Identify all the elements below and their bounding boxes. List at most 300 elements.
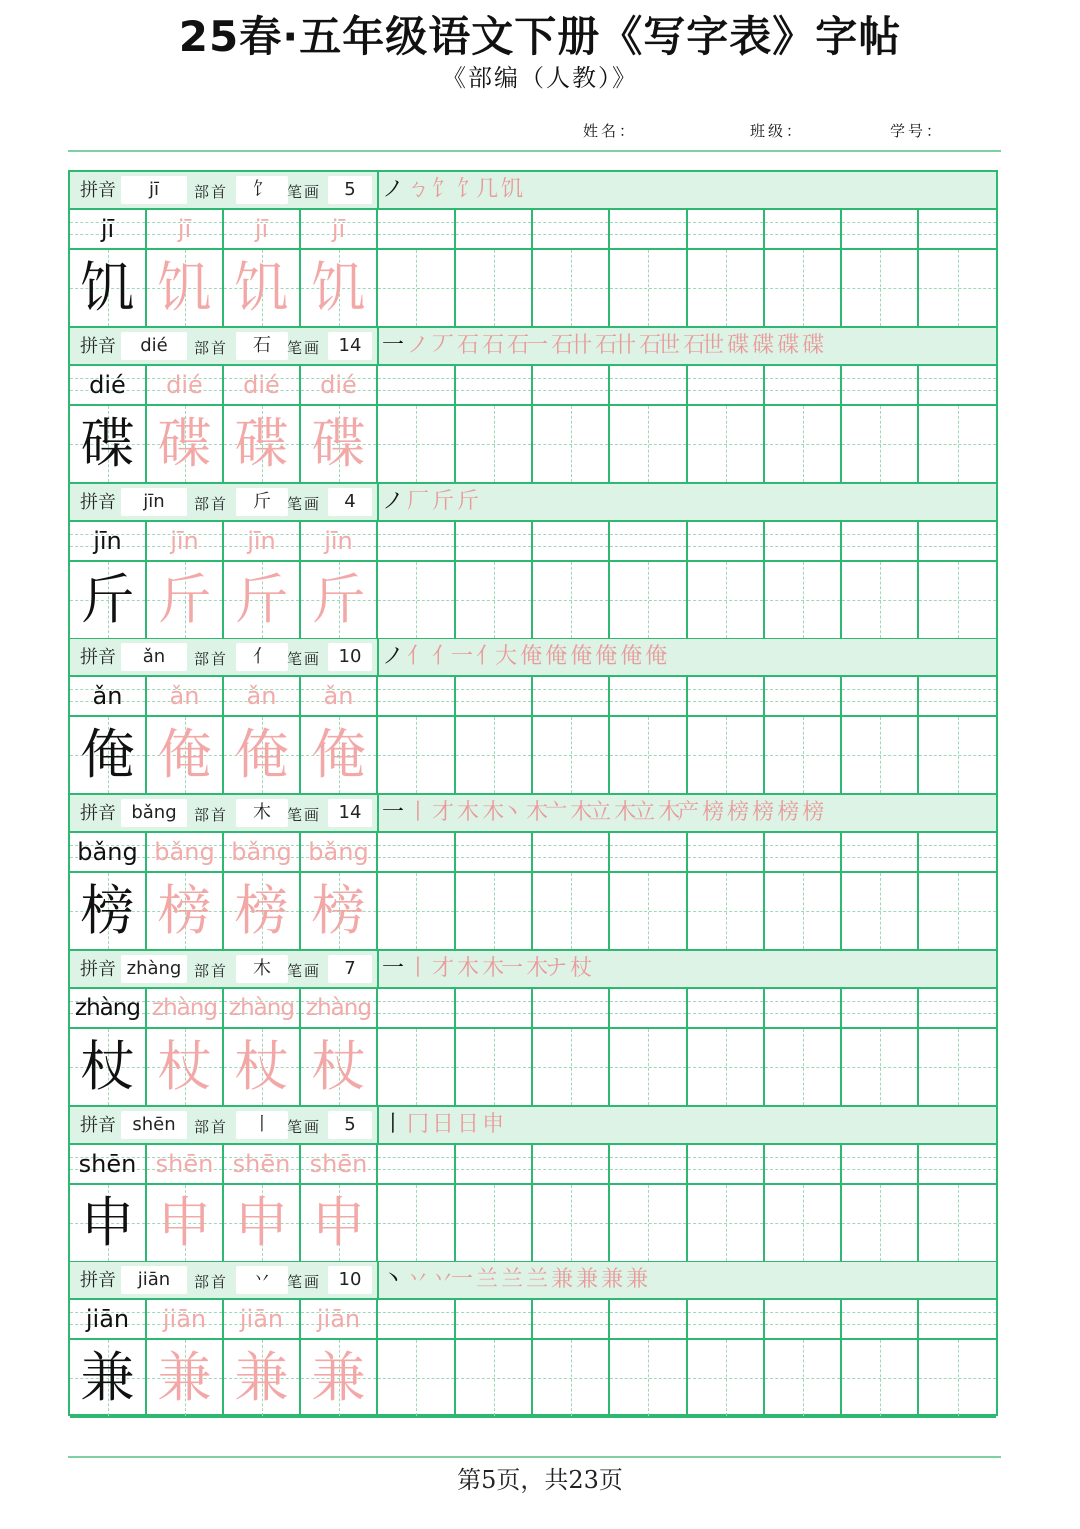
tian-zi-cell[interactable] <box>610 1340 688 1418</box>
char-info-row <box>70 795 996 833</box>
character-trace: 杖 <box>234 1034 289 1098</box>
pinyin-cell <box>224 1145 301 1185</box>
tian-zi-cell[interactable] <box>533 1029 610 1107</box>
tian-zi-cell[interactable] <box>688 406 765 484</box>
stroke-step: 饣几 <box>457 177 496 202</box>
tian-zi-cell <box>70 873 147 951</box>
pinyin-cell[interactable] <box>533 522 610 562</box>
tian-zi-cell[interactable] <box>533 1185 610 1263</box>
pinyin-trace: dié <box>243 370 280 399</box>
pinyin-model: jī <box>100 215 115 243</box>
pinyin-cell <box>70 1145 147 1185</box>
tian-zi-cell[interactable] <box>456 406 533 484</box>
pinyin-cell[interactable] <box>610 677 688 717</box>
tian-zi-cell[interactable] <box>533 250 610 328</box>
tian-zi-cell[interactable] <box>378 1340 456 1418</box>
tian-zi-cell[interactable] <box>533 873 610 951</box>
pinyin-label: 拼音 <box>80 335 116 357</box>
radical-label: 部首 <box>194 1117 229 1136</box>
stroke-count-value: 14 <box>328 799 372 827</box>
radical-value: 木 <box>236 799 288 827</box>
pinyin-cell[interactable] <box>842 677 919 717</box>
tian-zi-cell[interactable] <box>688 717 765 795</box>
stroke-step: 饥 <box>501 177 521 202</box>
tian-zi-cell[interactable] <box>688 250 765 328</box>
stroke-step: 榜 <box>777 800 797 825</box>
pinyin-cell[interactable] <box>456 366 533 406</box>
tian-zi-cell[interactable] <box>842 1340 919 1418</box>
tian-zi-cell[interactable] <box>456 250 533 328</box>
pinyin-label: 拼音 <box>80 491 116 513</box>
tian-zi-cell[interactable] <box>378 250 456 328</box>
stroke-step: 石 <box>457 332 477 358</box>
pinyin-cell <box>301 833 378 873</box>
radical-label: 部首 <box>194 494 229 513</box>
pinyin-model: ǎn <box>92 682 123 711</box>
stroke-step: 木 <box>457 955 477 981</box>
name-label: 姓名： <box>583 122 638 140</box>
stroke-step: 一 <box>382 332 402 358</box>
tian-zi-cell <box>70 1029 147 1107</box>
stroke-step: 兰 <box>476 1267 496 1293</box>
tian-zi-cell <box>224 1340 301 1418</box>
pinyin-cell[interactable] <box>610 989 688 1029</box>
tian-zi-cell[interactable] <box>610 717 688 795</box>
character-trace: 俺 <box>157 723 212 787</box>
stroke-step: 才 <box>432 955 452 981</box>
stroke-count-value: 5 <box>328 176 372 204</box>
pinyin-cell[interactable] <box>378 366 456 406</box>
pinyin-trace: jīn <box>324 526 353 555</box>
stroke-step: 日 <box>432 1111 452 1137</box>
pinyin-cell[interactable] <box>919 1145 996 1185</box>
tian-zi-cell <box>301 562 378 640</box>
pinyin-cell[interactable] <box>378 1300 456 1340</box>
tian-zi-cell[interactable] <box>610 250 688 328</box>
pinyin-cell <box>301 1145 378 1185</box>
header-separator <box>377 951 379 987</box>
stroke-step: 石世 <box>639 332 678 358</box>
stroke-step: 兰 <box>501 1267 521 1293</box>
pinyin-cell <box>301 210 378 250</box>
student-id-label: 学号： <box>890 122 945 140</box>
tian-zi-cell <box>70 1340 147 1418</box>
stroke-step: 斤 <box>457 488 477 514</box>
pinyin-cell[interactable] <box>456 1300 533 1340</box>
pinyin-cell[interactable] <box>378 1145 456 1185</box>
stroke-step: ㄅ <box>407 177 427 202</box>
tian-zi-cell <box>301 250 378 328</box>
stroke-step: 木亠 <box>526 800 565 825</box>
char-info-row <box>70 484 996 522</box>
pinyin-cell[interactable] <box>688 1300 765 1340</box>
stroke-step: 木产 <box>658 800 697 825</box>
tian-zi-cell[interactable] <box>456 1340 533 1418</box>
pinyin-cell[interactable] <box>456 989 533 1029</box>
pinyin-cell[interactable] <box>765 366 842 406</box>
pinyin-cell[interactable] <box>533 1300 610 1340</box>
pinyin-cell[interactable] <box>765 1300 842 1340</box>
stroke-step: ノ <box>382 488 402 514</box>
stroke-order <box>382 175 526 205</box>
pinyin-cell[interactable] <box>919 1300 996 1340</box>
character-trace: 碟 <box>157 411 212 475</box>
stroke-step: 兼 <box>626 1267 646 1293</box>
char-block <box>70 1107 996 1263</box>
pinyin-cell[interactable] <box>378 989 456 1029</box>
pinyin-cell[interactable] <box>610 366 688 406</box>
stroke-step: 日 <box>457 1111 477 1137</box>
character-trace: 斤 <box>157 567 212 631</box>
stroke-step: 榜 <box>727 800 747 825</box>
pinyin-cell[interactable] <box>842 366 919 406</box>
pinyin-cell[interactable] <box>765 989 842 1029</box>
tian-zi-cell[interactable] <box>688 1185 765 1263</box>
pinyin-trace: zhàng <box>229 994 294 1021</box>
stroke-step: 俺 <box>545 644 565 670</box>
pinyin-cell[interactable] <box>765 833 842 873</box>
tian-zi-cell[interactable] <box>610 406 688 484</box>
tian-zi-cell <box>301 873 378 951</box>
pinyin-trace: jiān <box>316 1305 361 1334</box>
pinyin-cell[interactable] <box>610 1300 688 1340</box>
char-block <box>70 484 996 640</box>
stroke-count-label: 笔画 <box>287 961 322 980</box>
practice-grid <box>68 170 998 1416</box>
character-trace: 斤 <box>311 567 366 631</box>
pinyin-cell <box>147 366 224 406</box>
stroke-step: 丷 <box>407 1267 427 1293</box>
pinyin-cell <box>147 1145 224 1185</box>
stroke-step: ノ <box>407 332 427 358</box>
tian-zi-cell[interactable] <box>378 1185 456 1263</box>
char-block <box>70 795 996 951</box>
pinyin-cell[interactable] <box>765 1145 842 1185</box>
pinyin-cell <box>224 522 301 562</box>
character-model: 兼 <box>80 1346 135 1410</box>
page-title: 25春·五年级语文下册《写字表》字帖 <box>178 12 902 61</box>
tian-zi-cell <box>301 1029 378 1107</box>
tian-zi-cell[interactable] <box>842 717 919 795</box>
pinyin-cell[interactable] <box>378 210 456 250</box>
pinyin-trace: jī <box>254 215 269 243</box>
header-separator <box>377 484 379 520</box>
pinyin-cell[interactable] <box>842 989 919 1029</box>
tian-zi-cell[interactable] <box>533 717 610 795</box>
stroke-step: 丨 <box>382 1111 402 1137</box>
pinyin-cell[interactable] <box>842 210 919 250</box>
pinyin-cell[interactable] <box>688 1145 765 1185</box>
pinyin-cell[interactable] <box>842 833 919 873</box>
pinyin-model: bǎng <box>77 838 138 866</box>
tian-zi-cell[interactable] <box>919 1029 996 1107</box>
tian-zi-cell[interactable] <box>842 1185 919 1263</box>
tian-zi-cell <box>224 1185 301 1263</box>
tian-zi-cell[interactable] <box>610 1029 688 1107</box>
tian-zi-cell[interactable] <box>919 250 996 328</box>
tian-zi-cell[interactable] <box>533 406 610 484</box>
tian-zi-cell[interactable] <box>765 562 842 640</box>
pinyin-cell[interactable] <box>378 677 456 717</box>
stroke-step: 碟 <box>752 332 772 358</box>
radical-value: 木 <box>236 955 288 983</box>
pinyin-cell[interactable] <box>688 522 765 562</box>
char-block <box>70 172 996 328</box>
pinyin-label: 拼音 <box>80 180 116 201</box>
header-separator <box>377 172 379 208</box>
stroke-step: 榜 <box>702 800 722 825</box>
tian-zi-cell[interactable] <box>533 1340 610 1418</box>
pinyin-cell[interactable] <box>919 366 996 406</box>
tian-zi-cell[interactable] <box>919 406 996 484</box>
pinyin-trace: jī <box>177 215 192 243</box>
pinyin-cell <box>147 833 224 873</box>
tian-zi-cell[interactable] <box>610 1185 688 1263</box>
stroke-step: 一 <box>382 955 402 981</box>
character-model: 碟 <box>80 411 135 475</box>
stroke-step: 一 <box>382 800 402 825</box>
tian-zi-cell[interactable] <box>456 562 533 640</box>
stroke-step: 榜 <box>802 800 822 825</box>
character-trace: 斤 <box>234 567 289 631</box>
tian-zi-cell[interactable] <box>842 562 919 640</box>
pinyin-cell[interactable] <box>765 522 842 562</box>
tian-zi-cell <box>224 873 301 951</box>
tian-zi-cell[interactable] <box>765 717 842 795</box>
pinyin-cell[interactable] <box>610 833 688 873</box>
pinyin-trace: shēn <box>155 1149 214 1178</box>
tian-zi-cell[interactable] <box>378 717 456 795</box>
pinyin-cell <box>70 989 147 1029</box>
pinyin-cell <box>301 522 378 562</box>
tian-zi-cell[interactable] <box>842 406 919 484</box>
tian-zi-cell <box>147 250 224 328</box>
pinyin-cell[interactable] <box>456 1145 533 1185</box>
pinyin-cell <box>224 989 301 1029</box>
character-trace: 兼 <box>311 1346 366 1410</box>
pinyin-trace: shēn <box>309 1149 368 1178</box>
pinyin-cell[interactable] <box>610 210 688 250</box>
stroke-order <box>382 1110 507 1140</box>
character-trace: 饥 <box>311 256 366 319</box>
radical-label: 部首 <box>194 1273 229 1292</box>
tian-zi-cell <box>224 717 301 795</box>
pinyin-cell[interactable] <box>765 677 842 717</box>
pinyin-cell[interactable] <box>456 210 533 250</box>
tian-zi-cell <box>147 873 224 951</box>
pinyin-cell <box>224 210 301 250</box>
pinyin-cell[interactable] <box>842 1145 919 1185</box>
stroke-step: 兼 <box>601 1267 621 1293</box>
pinyin-model: jiān <box>85 1305 130 1334</box>
pinyin-cell[interactable] <box>919 833 996 873</box>
pinyin-cell[interactable] <box>610 522 688 562</box>
tian-zi-cell[interactable] <box>378 1029 456 1107</box>
char-info-row <box>70 172 996 210</box>
stroke-step: 丨 <box>407 800 427 825</box>
pinyin-cell <box>301 989 378 1029</box>
radical-value: 丷 <box>236 1266 288 1294</box>
pinyin-trace: ǎn <box>323 682 354 711</box>
stroke-step: 木一 <box>482 955 521 981</box>
tian-zi-cell[interactable] <box>456 1029 533 1107</box>
character-model: 申 <box>80 1190 135 1254</box>
stroke-step: 丶 <box>382 1267 402 1293</box>
pinyin-trace: jīn <box>170 526 199 555</box>
tian-zi-cell[interactable] <box>919 873 996 951</box>
character-trace: 饥 <box>157 256 212 319</box>
tian-zi-cell[interactable] <box>919 1185 996 1263</box>
radical-label: 部首 <box>194 650 229 669</box>
stroke-step: 碟 <box>802 332 822 358</box>
pinyin-cell[interactable] <box>688 677 765 717</box>
pinyin-cell[interactable] <box>456 677 533 717</box>
tian-zi-cell[interactable] <box>765 1340 842 1418</box>
char-block <box>70 639 996 795</box>
stroke-step: 木ナ <box>526 955 565 981</box>
stroke-step: 碟 <box>727 332 747 358</box>
stroke-step: 碟 <box>777 332 797 358</box>
pinyin-cell[interactable] <box>919 522 996 562</box>
tian-zi-cell[interactable] <box>842 1029 919 1107</box>
tian-zi-cell[interactable] <box>688 1029 765 1107</box>
stroke-step: ノ <box>382 644 402 670</box>
tian-zi-cell[interactable] <box>842 250 919 328</box>
pinyin-trace: zhàng <box>152 994 217 1021</box>
pinyin-cell <box>70 833 147 873</box>
pinyin-trace: jiān <box>162 1305 207 1334</box>
pinyin-value: bǎng <box>121 799 187 827</box>
character-model: 杖 <box>80 1034 135 1098</box>
pinyin-cell <box>224 366 301 406</box>
tian-zi-cell[interactable] <box>919 717 996 795</box>
tian-zi-cell[interactable] <box>765 250 842 328</box>
page-subtitle: 《部编（人教）》 <box>442 64 638 92</box>
pinyin-cell <box>70 1300 147 1340</box>
pinyin-cell[interactable] <box>378 833 456 873</box>
radical-label: 部首 <box>194 806 229 824</box>
pinyin-cell[interactable] <box>688 210 765 250</box>
top-divider <box>68 150 1001 152</box>
character-trace: 兼 <box>157 1346 212 1410</box>
tian-zi-cell <box>147 1029 224 1107</box>
pinyin-trace: shēn <box>232 1149 291 1178</box>
pinyin-cell[interactable] <box>533 366 610 406</box>
tian-zi-cell[interactable] <box>378 562 456 640</box>
tian-zi-cell[interactable] <box>919 1340 996 1418</box>
pinyin-cell[interactable] <box>533 1145 610 1185</box>
tian-zi-cell[interactable] <box>765 1029 842 1107</box>
radical-value: 亻 <box>236 643 288 671</box>
stroke-step: 丷一 <box>432 1267 471 1293</box>
character-trace: 申 <box>157 1190 212 1254</box>
tian-zi-cell[interactable] <box>378 873 456 951</box>
tian-zi-cell[interactable] <box>456 873 533 951</box>
tian-zi-cell <box>224 562 301 640</box>
pinyin-trace: jīn <box>247 526 276 555</box>
tian-zi-cell[interactable] <box>378 406 456 484</box>
stroke-step: 石世 <box>683 332 722 358</box>
char-info-row <box>70 639 996 677</box>
pinyin-trace: jī <box>331 215 346 243</box>
pinyin-cell <box>147 210 224 250</box>
stroke-step: 饣 <box>432 177 452 202</box>
pinyin-value: ǎn <box>121 643 187 671</box>
pinyin-cell[interactable] <box>688 833 765 873</box>
pinyin-value: jī <box>121 176 187 204</box>
stroke-count-value: 5 <box>328 1111 372 1139</box>
tian-zi-cell[interactable] <box>456 1185 533 1263</box>
pinyin-cell[interactable] <box>919 210 996 250</box>
pinyin-cell <box>147 677 224 717</box>
pinyin-cell[interactable] <box>533 677 610 717</box>
tian-zi-cell[interactable] <box>765 873 842 951</box>
character-trace: 申 <box>311 1190 366 1254</box>
stroke-count-value: 7 <box>328 955 372 983</box>
pinyin-cell[interactable] <box>919 677 996 717</box>
pinyin-cell[interactable] <box>919 989 996 1029</box>
tian-zi-cell <box>147 562 224 640</box>
tian-zi-cell[interactable] <box>610 873 688 951</box>
tian-zi-cell[interactable] <box>765 1185 842 1263</box>
pinyin-cell[interactable] <box>456 833 533 873</box>
pinyin-cell[interactable] <box>688 989 765 1029</box>
tian-zi-cell[interactable] <box>688 1340 765 1418</box>
tian-zi-cell[interactable] <box>765 406 842 484</box>
stroke-step: 俺 <box>645 644 665 670</box>
pinyin-cell[interactable] <box>610 1145 688 1185</box>
stroke-step: 木丶 <box>482 800 521 825</box>
pinyin-cell[interactable] <box>688 366 765 406</box>
tian-zi-cell <box>301 1340 378 1418</box>
character-trace: 兼 <box>234 1346 289 1410</box>
radical-value: 丨 <box>236 1111 288 1139</box>
radical-label: 部首 <box>194 183 229 201</box>
tian-zi-cell[interactable] <box>919 562 996 640</box>
character-trace: 碟 <box>234 411 289 475</box>
stroke-count-value: 4 <box>328 488 372 516</box>
pinyin-cell[interactable] <box>533 833 610 873</box>
pinyin-cell[interactable] <box>842 522 919 562</box>
tian-zi-cell[interactable] <box>842 873 919 951</box>
stroke-step: 榜 <box>752 800 772 825</box>
pinyin-cell[interactable] <box>842 1300 919 1340</box>
tian-zi-cell[interactable] <box>456 717 533 795</box>
stroke-step: 亻 <box>407 644 427 670</box>
tian-zi-cell[interactable] <box>533 562 610 640</box>
tian-zi-cell[interactable] <box>688 562 765 640</box>
pinyin-cell[interactable] <box>378 522 456 562</box>
pinyin-cell[interactable] <box>533 210 610 250</box>
stroke-step: 石卄 <box>551 332 590 358</box>
radical-value: 石 <box>236 332 288 360</box>
pinyin-cell[interactable] <box>765 210 842 250</box>
tian-zi-cell[interactable] <box>610 562 688 640</box>
pinyin-trace: ǎn <box>246 682 277 711</box>
pinyin-cell <box>224 833 301 873</box>
tian-zi-cell[interactable] <box>688 873 765 951</box>
pinyin-cell[interactable] <box>456 522 533 562</box>
stroke-step: 冂 <box>407 1111 427 1137</box>
pinyin-trace: bǎng <box>231 838 292 866</box>
page-footer: 第5页，共23页 <box>457 1466 623 1494</box>
header-separator <box>377 328 379 364</box>
stroke-step: 斤 <box>432 488 452 514</box>
pinyin-cell <box>70 210 147 250</box>
radical-value: 斤 <box>236 488 288 516</box>
pinyin-cell[interactable] <box>533 989 610 1029</box>
stroke-step: 木 <box>457 800 477 825</box>
